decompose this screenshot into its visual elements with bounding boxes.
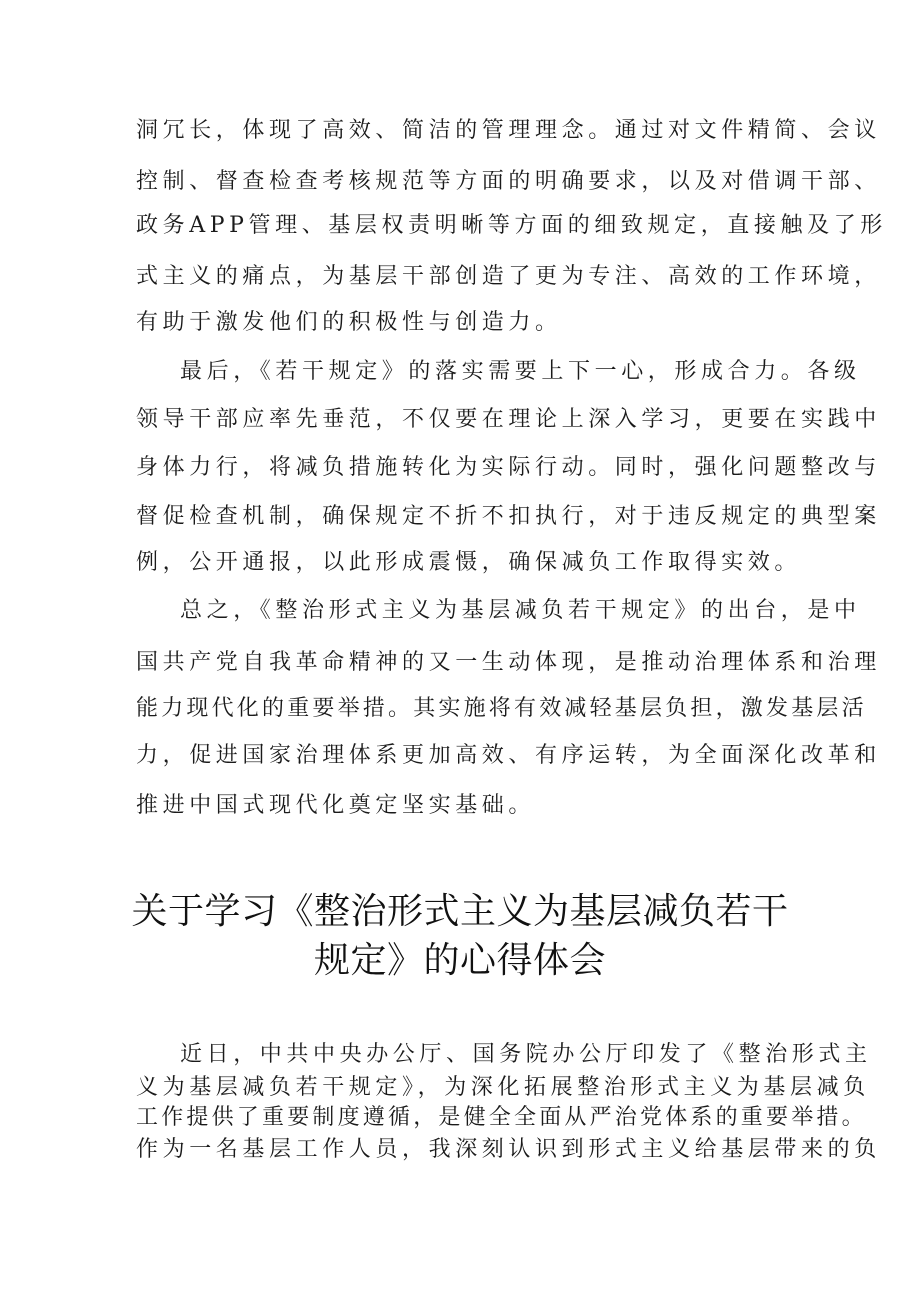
paragraph-2-line-5: 例，公开通报，以此形成震慑，确保减负工作取得实效。 <box>136 550 802 575</box>
paragraph-3-line-1: 总之，《整治形式主义为基层减负若干规定》的出台，是中 <box>180 598 861 623</box>
paragraph-4-line-1: 近日，中共中央办公厅、国务院办公厅印发了《整治形式主 <box>180 1042 872 1067</box>
paragraph-1-line-5: 有助于激发他们的积极性与创造力。 <box>136 310 562 335</box>
paragraph-2-line-3: 身体力行，将减负措施转化为实际行动。同时，强化问题整改与 <box>136 455 881 480</box>
paragraph-2-line-4: 督促检查机制，确保规定不折不扣执行，对于违反规定的典型案 <box>136 504 881 529</box>
paragraph-1-line-3: 政务APP管理、基层权责明晰等方面的细致规定，直接触及了形 <box>136 213 887 238</box>
article-title-line-1: 关于学习《整治形式主义为基层减负若干 <box>131 891 789 932</box>
paragraph-1-line-4: 式主义的痛点，为基层干部创造了更为专注、高效的工作环境， <box>136 264 881 289</box>
paragraph-2-line-1: 最后，《若干规定》的落实需要上下一心，形成合力。各级 <box>180 359 861 384</box>
paragraph-3-line-4: 力，促进国家治理体系更加高效、有序运转，为全面深化改革和 <box>136 743 881 768</box>
article-title-line-2: 规定》的心得体会 <box>313 940 606 981</box>
paragraph-2-line-2: 领导干部应率先垂范，不仅要在理论上深入学习，更要在实践中 <box>136 407 881 432</box>
paragraph-1-line-1: 洞冗长，体现了高效、简洁的管理理念。通过对文件精简、会议 <box>136 118 881 143</box>
paragraph-4-line-4: 作为一名基层工作人员，我深刻认识到形式主义给基层带来的负 <box>136 1137 881 1162</box>
paragraph-3-line-3: 能力现代化的重要举措。其实施将有效减轻基层负担，激发基层活 <box>136 696 867 721</box>
paragraph-1-line-2: 控制、督查检查考核规范等方面的明确要求，以及对借调干部、 <box>136 169 881 194</box>
paragraph-4-line-3: 工作提供了重要制度遵循，是健全全面从严治党体系的重要举措。 <box>136 1105 867 1130</box>
paragraph-3-line-2: 国共产党自我革命精神的又一生动体现，是推动治理体系和治理 <box>136 650 881 675</box>
paragraph-4-line-2: 义为基层减负若干规定》，为深化拓展整治形式主义为基层减负 <box>136 1075 870 1100</box>
paragraph-3-line-5: 推进中国式现代化奠定坚实基础。 <box>136 793 536 818</box>
